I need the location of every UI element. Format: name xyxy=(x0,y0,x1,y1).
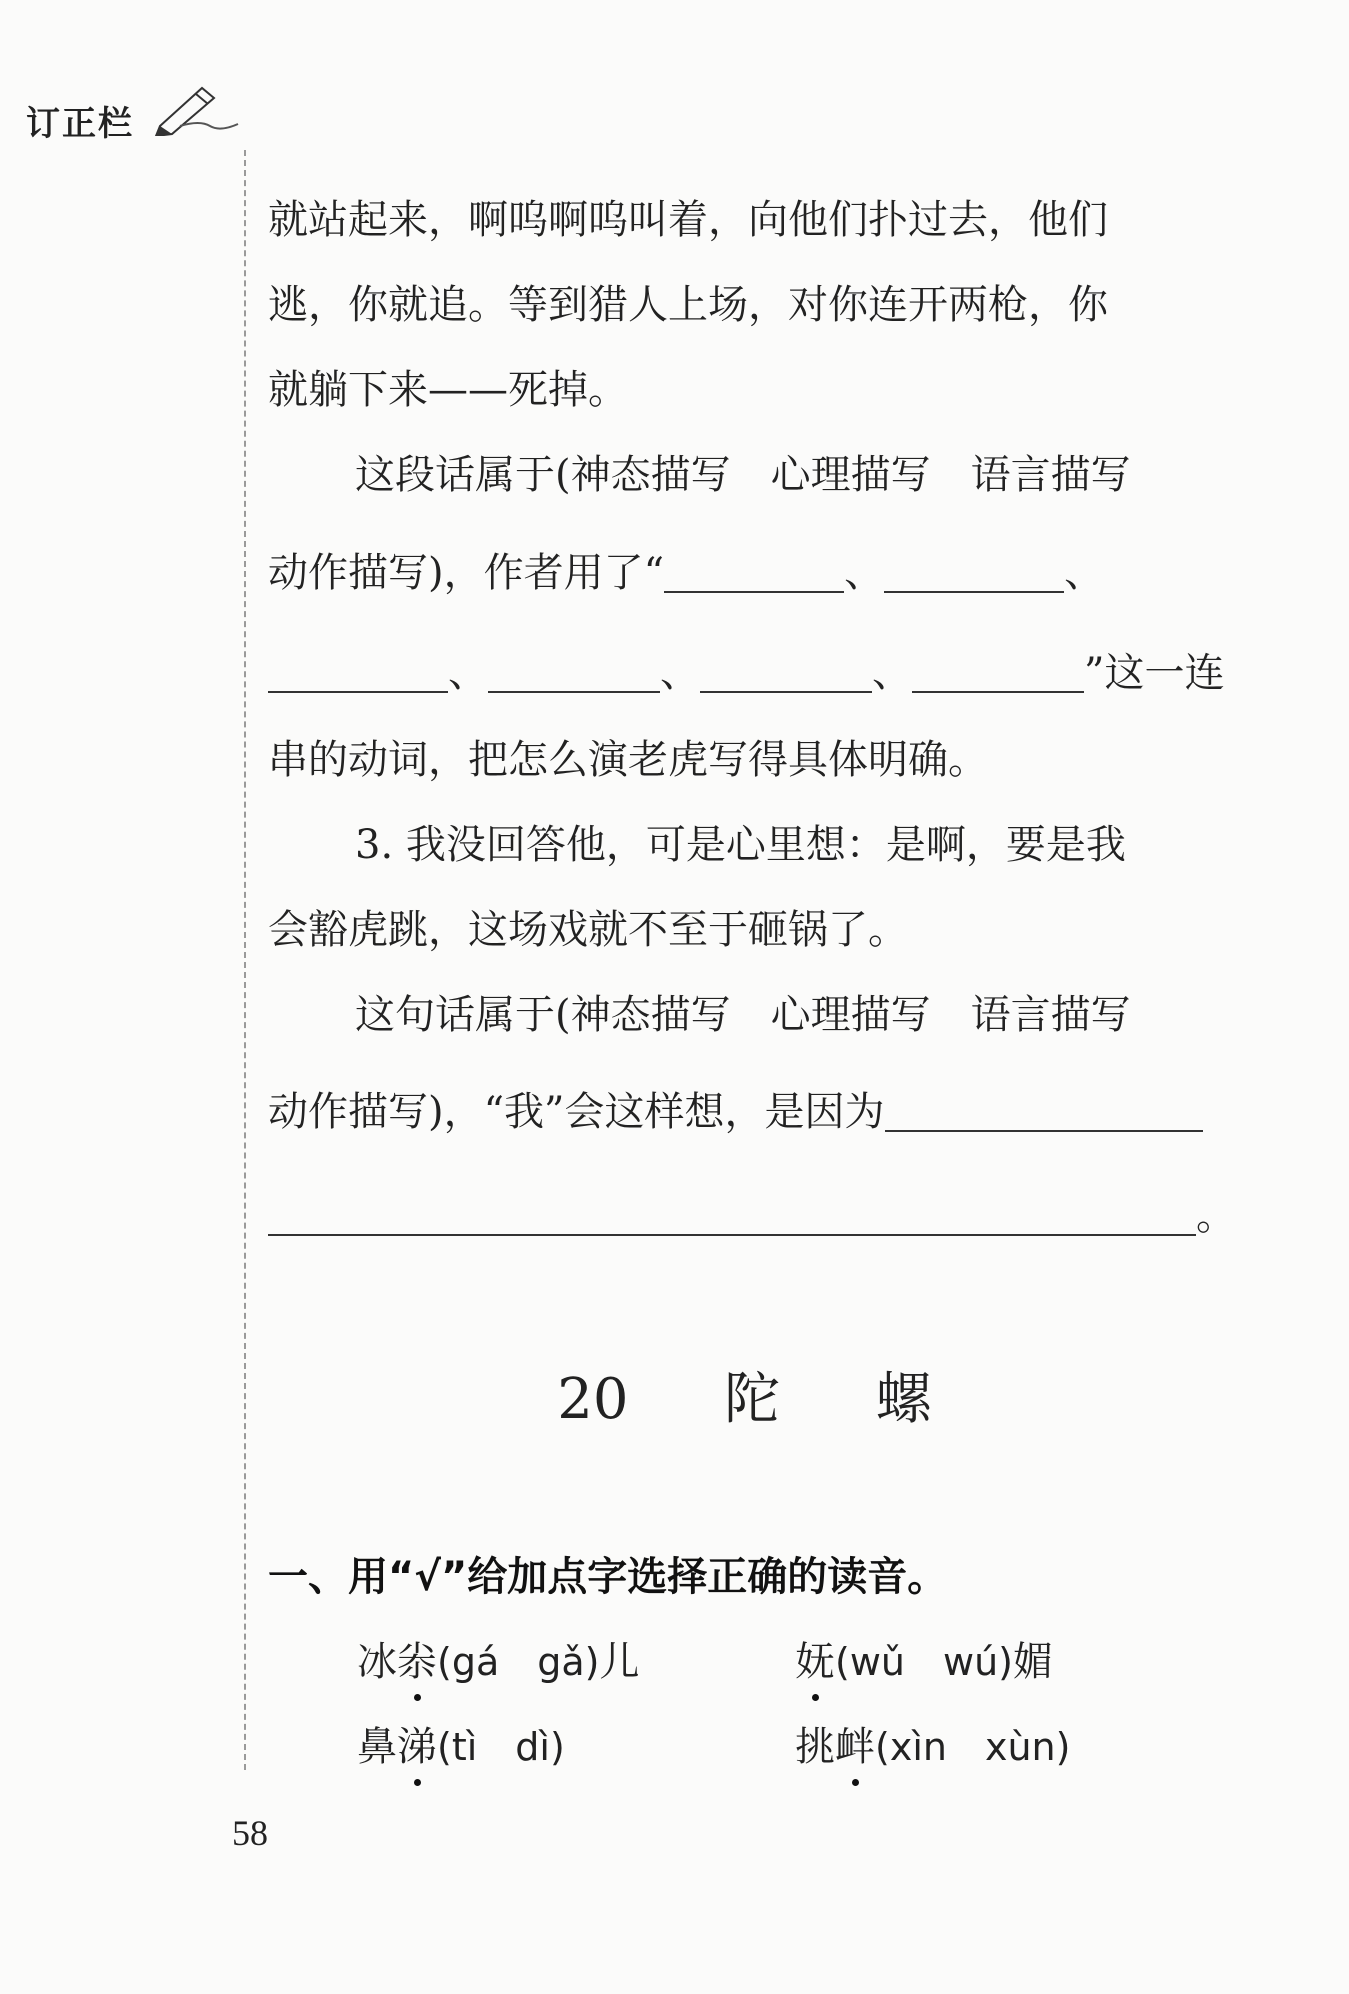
q2-line-3-end: ”这一连 xyxy=(1084,650,1225,696)
q2-line-4: 串的动词，把怎么演老虎写得具体明确。 xyxy=(268,737,988,783)
pinyin-item-3 xyxy=(357,1715,565,1772)
q2-line-3 xyxy=(268,650,1225,696)
dotted-char: 涕 xyxy=(397,1715,437,1772)
answer-blank-4[interactable] xyxy=(488,653,660,693)
answer-blank-2[interactable] xyxy=(884,553,1064,593)
binding-fold-line xyxy=(244,150,246,1770)
q2-prompt: 这段话属于(神态描写 心理描写 语言描写 xyxy=(355,452,1131,498)
blank-separator: 、 xyxy=(448,650,488,696)
item-char: 挑 xyxy=(795,1724,835,1770)
q3-line-4 xyxy=(268,1089,1218,1135)
passage-line-3: 就躺下来——死掉。 xyxy=(268,367,628,413)
dotted-char: 妩 xyxy=(795,1630,835,1687)
blank-separator: 、 xyxy=(1064,550,1105,596)
lesson-number: 20 xyxy=(557,1367,629,1432)
pinyin-item-4 xyxy=(795,1715,1070,1772)
dotted-char: 衅 xyxy=(835,1715,875,1772)
pencil-icon xyxy=(150,80,240,136)
pinyin-choices[interactable]: (gá gǎ) xyxy=(437,1640,600,1684)
lesson-title xyxy=(0,1355,1349,1435)
dotted-char: 尜 xyxy=(397,1630,437,1687)
q2-line-2 xyxy=(268,550,1218,596)
pinyin-choices[interactable]: (tì dì) xyxy=(437,1725,565,1769)
q3-line-4-text: 动作描写)，“我”会这样想，是因为 xyxy=(268,1089,885,1135)
pinyin-item-1 xyxy=(357,1630,639,1687)
section-1-heading: 一、用“√”给加点字选择正确的读音。 xyxy=(268,1554,948,1600)
item-char: 儿 xyxy=(599,1639,640,1685)
blank-separator: 、 xyxy=(872,650,912,696)
answer-blank-3[interactable] xyxy=(268,653,448,693)
answer-blank-7[interactable] xyxy=(885,1092,1203,1132)
answer-blank-8[interactable] xyxy=(268,1196,1196,1236)
pinyin-item-2 xyxy=(795,1630,1053,1687)
pinyin-choices[interactable]: (wǔ wú) xyxy=(835,1640,1013,1684)
q2-line-2-text: 动作描写)，作者用了“ xyxy=(268,550,665,596)
passage-line-1: 就站起来，啊呜啊呜叫着，向他们扑过去，他们 xyxy=(268,197,1108,243)
q3-sentence-line-2: 会豁虎跳，这场戏就不至于砸锅了。 xyxy=(268,907,908,953)
q3-prompt: 这句话属于(神态描写 心理描写 语言描写 xyxy=(355,992,1131,1038)
passage-line-2: 逃，你就追。等到猎人上场，对你连开两枪，你 xyxy=(268,282,1108,328)
answer-blank-1[interactable] xyxy=(664,553,844,593)
correction-column-label: 订正栏 xyxy=(26,104,134,144)
answer-blank-6[interactable] xyxy=(912,653,1084,693)
lesson-title-char-2: 螺 xyxy=(875,1367,932,1432)
blank-separator: 、 xyxy=(844,550,885,596)
answer-blank-5[interactable] xyxy=(700,653,872,693)
page-number: 58 xyxy=(232,1813,268,1853)
q3-sentence-line-1: 3. 我没回答他，可是心里想：是啊，要是我 xyxy=(355,822,1126,868)
item-char: 鼻 xyxy=(357,1724,397,1770)
item-char: 媚 xyxy=(1012,1639,1053,1685)
blank-separator: 、 xyxy=(660,650,700,696)
item-char: 冰 xyxy=(357,1639,397,1685)
pinyin-choices[interactable]: (xìn xùn) xyxy=(875,1725,1071,1769)
lesson-title-char-1: 陀 xyxy=(724,1367,781,1432)
q3-line-5 xyxy=(268,1193,1236,1239)
q3-end-mark: 。 xyxy=(1196,1193,1236,1239)
